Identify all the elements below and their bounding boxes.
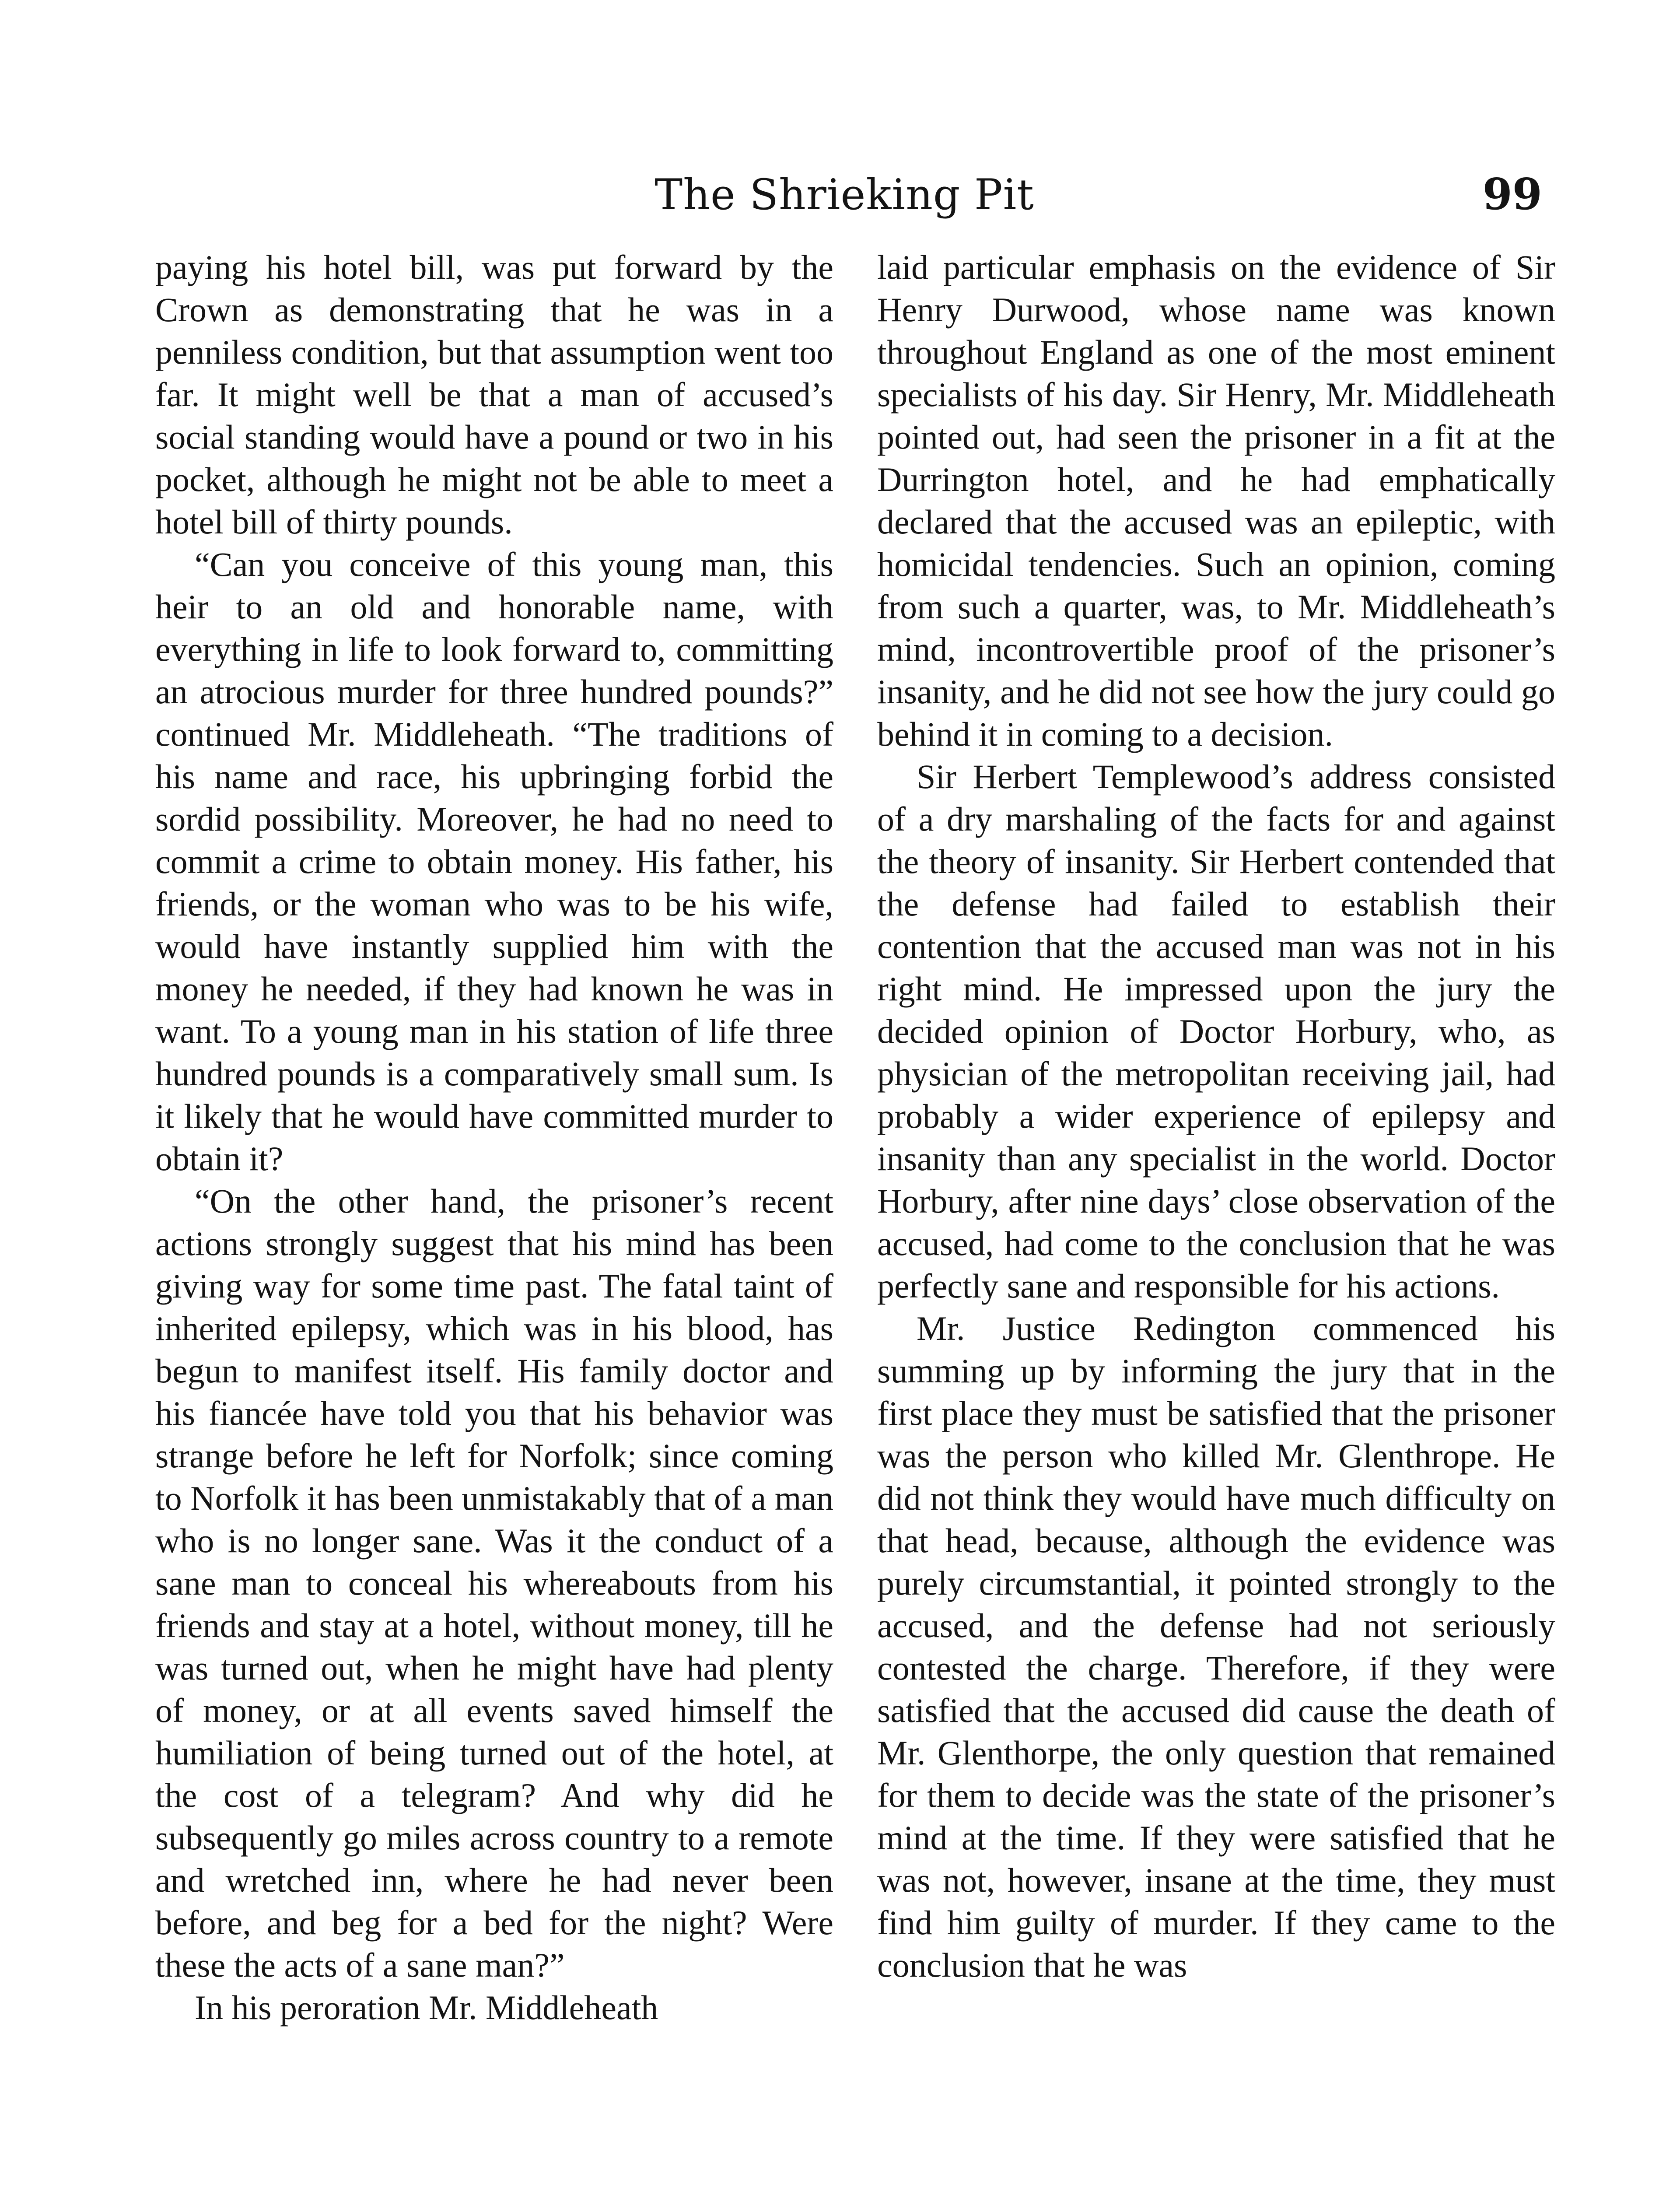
paragraph: Sir Herbert Templewood’s address consisted of a dry marshaling of the facts for and against the theory of insanity. Sir Herbert contended that the defense had failed to establish their contention that the accused man was not in his right mind. He impressed upon the jury the decided opinion of Doctor Horbury, who, as physician of the metropolitan receiving jail, had probably a wider experience of epilepsy and insanity than any specialist in the world. Doctor Horbury, after nine days’ close observation of the accused, had come to the conclusion that he was perfectly sane and responsible for his actions.	[877, 757, 1555, 1305]
left-column	[155, 246, 833, 2029]
paragraph: “On the other hand, the prisoner’s recent actions strongly suggest that his mind has been giving way for some time past. The fatal taint of inherited epilepsy, which was in his blood, has begun to manifest itself. His family doctor and his fiancée have told you that his behavior was strange before he left for Norfolk; since coming to Norfolk it has been unmistakably that of a man who is no longer sane. Was it the conduct of a sane man to conceal his whereabouts from his friends and stay at a hotel, without money, till he was turned out, when he might have had plenty of money, or at all events saved himself the humiliation of being turned out of the hotel, at the cost of a telegram? And why did he subsequently go miles across country to a remote and wretched inn, where he had never been before, and beg for a bed for the night? Were these the acts of a sane man?”	[155, 1182, 833, 1984]
paragraph: “Can you conceive of this young man, this heir to an old and honorable name, with everything in life to look forward to, committing an atrocious murder for three hundred pounds?” continued Mr. Middleheath. “The traditions of his name and race, his upbringing forbid the sordid possibility. Moreover, he had no need to commit a crime to obtain money. His father, his friends, or the woman who was to be his wife, would have instantly supplied him with the money he needed, if they had known he was in want. To a young man in his station of life three hundred pounds is a comparatively small sum. Is it likely that he would have committed murder to obtain it?	[155, 545, 833, 1178]
right-column	[877, 246, 1555, 1986]
page-header	[147, 164, 1542, 234]
paragraph: laid particular emphasis on the evidence of Sir Henry Durwood, whose name was known throughout England as one of the most eminent specialists of his day. Sir Henry, Mr. Middleheath pointed out, had seen the prisoner in a fit at the Durrington hotel, and he had emphatically declared that the accused was an epileptic, with homicidal tendencies. Such an opinion, coming from such a quarter, was, to Mr. Middleheath’s mind, incontrovertible proof of the prisoner’s insanity, and he did not see how the jury could go behind it in coming to a decision.	[877, 248, 1555, 753]
running-title: The Shrieking Pit	[654, 170, 1034, 219]
paragraph: In his peroration Mr. Middleheath	[195, 1988, 658, 2027]
page-number: 99	[1482, 169, 1542, 220]
paragraph: Mr. Justice Redington commenced his summing up by informing the jury that in the first place they must be satisfied that the prisoner was the person who killed Mr. Glenthrope. He did not think they would have much difficulty on that head, because, although the evidence was purely circumstantial, it pointed strongly to the accused, and the defense had not seriously contested the charge. Therefore, if they were satisfied that the accused did cause the death of Mr. Glenthorpe, the only question that remained for them to decide was the state of the prisoner’s mind at the time. If they were satisfied that he was not, however, insane at the time, they must find him guilty of murder. If they came to the conclusion that he was	[877, 1309, 1555, 1984]
paragraph: paying his hotel bill, was put forward by the Crown as demonstrating that he was in a penniless condition, but that assumption went too far. It might well be that a man of accused’s social standing would have a pound or two in his pocket, although he might not be able to meet a hotel bill of thirty pounds.	[155, 248, 833, 541]
